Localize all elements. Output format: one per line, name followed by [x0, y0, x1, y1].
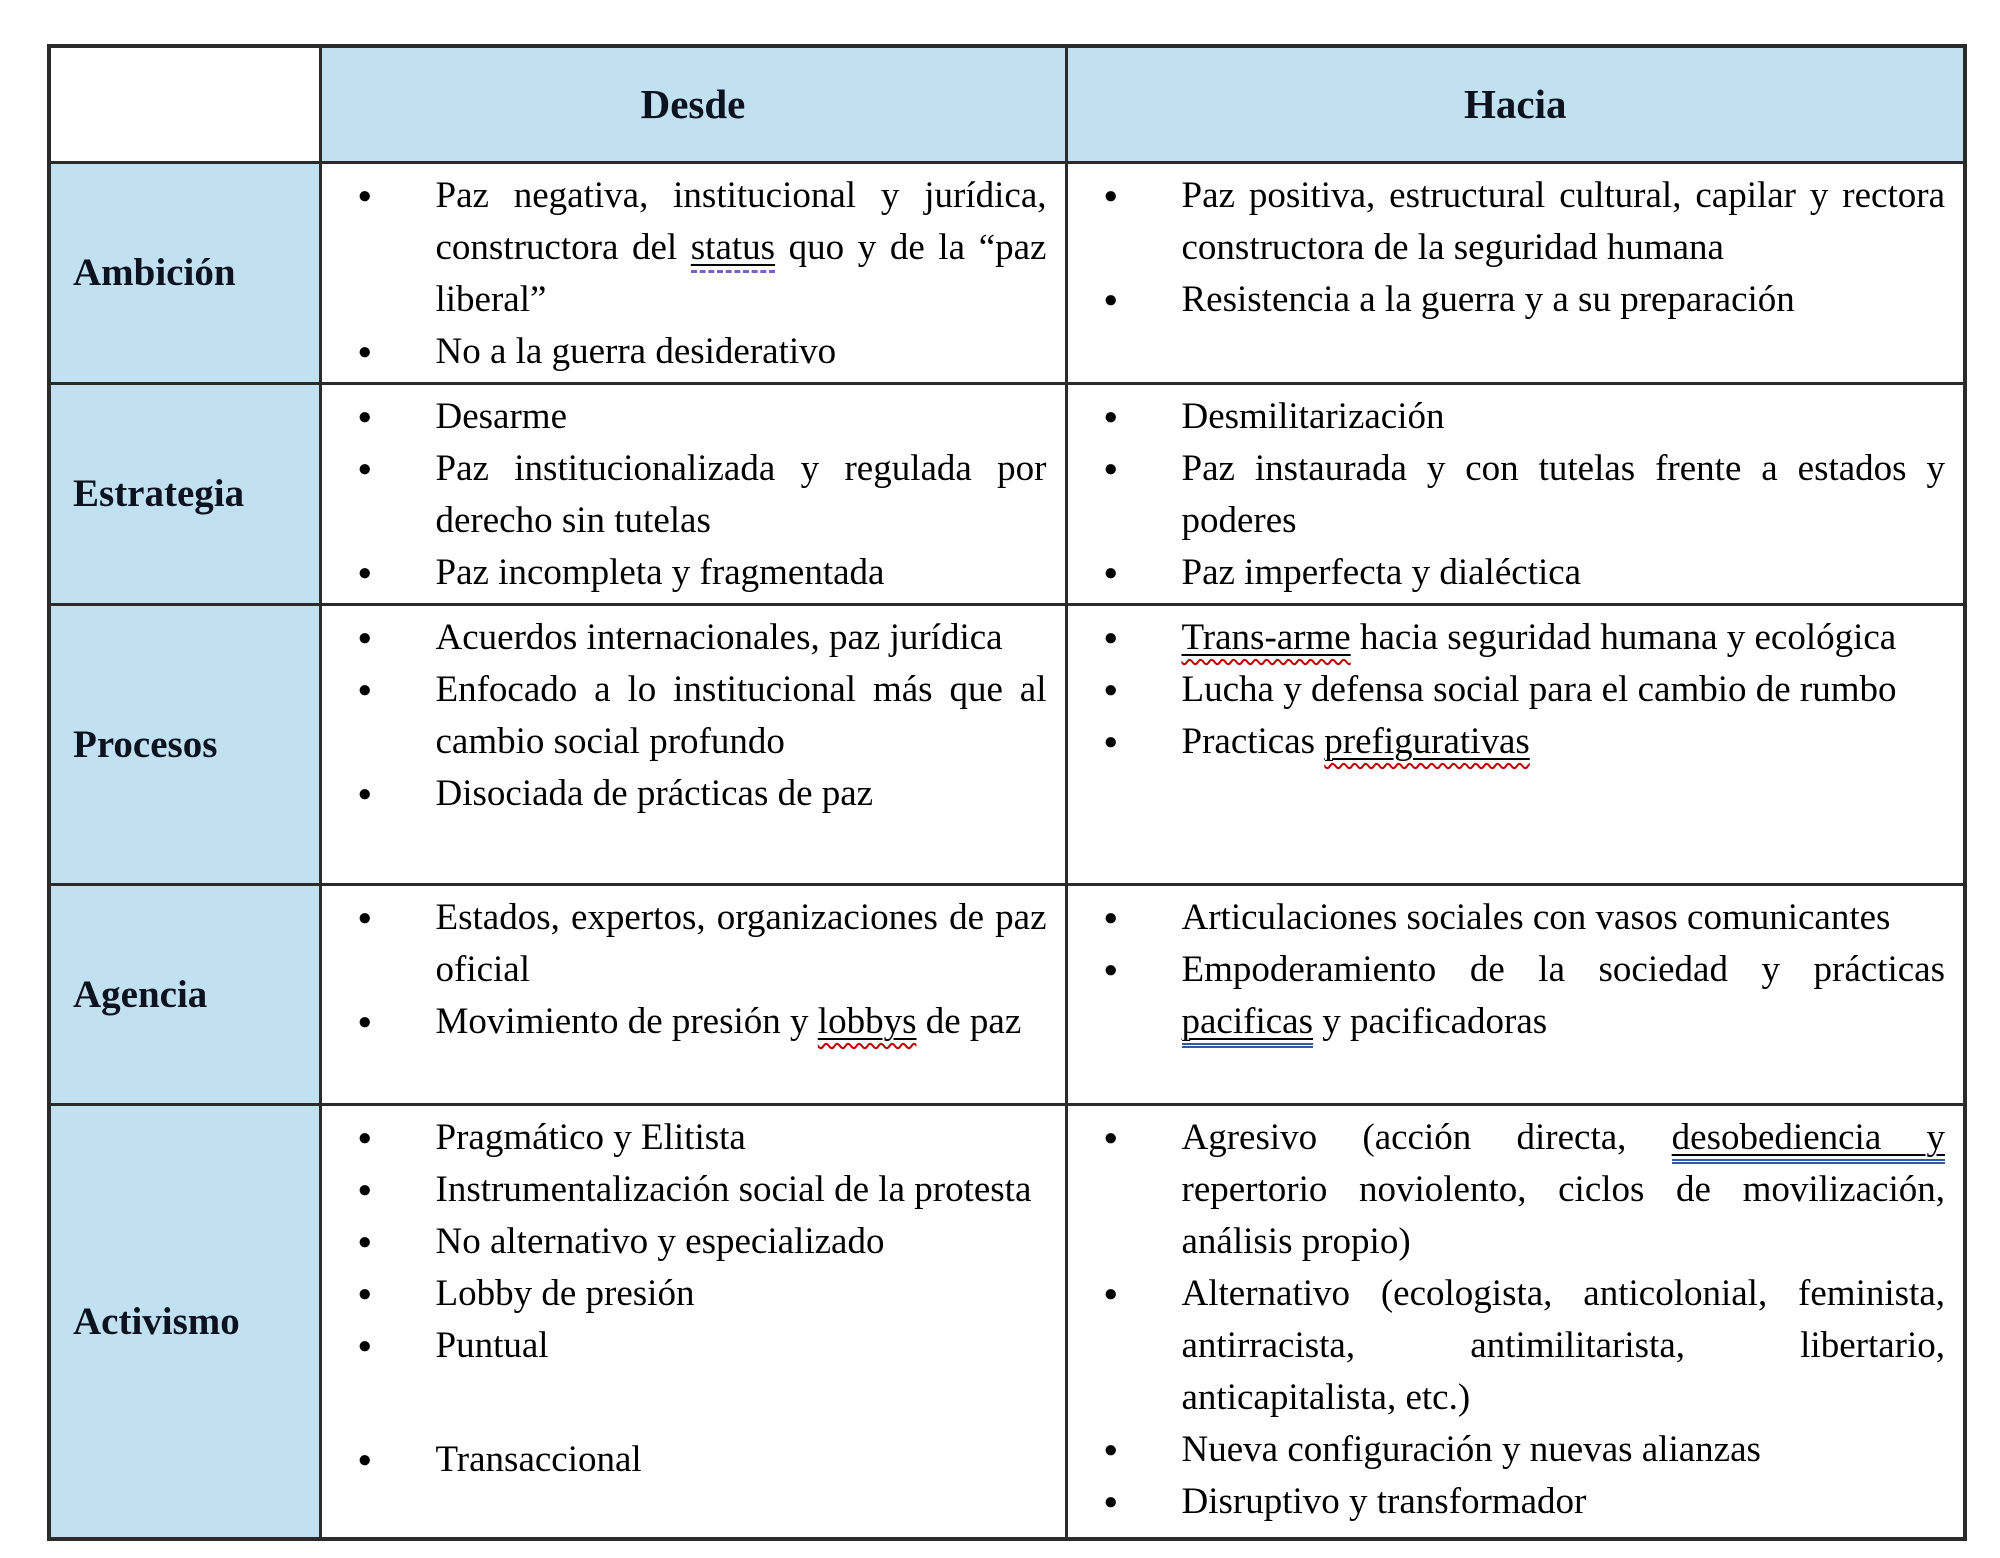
bullet-text: Lucha y defensa social para el cambio de rumbo [1181, 668, 1897, 710]
bullet-item [1068, 612, 1946, 664]
bullet-item [1068, 391, 1946, 443]
bullet-text: Movimiento de presión y lobbys de paz [435, 1000, 1022, 1042]
bullet-icon: ● [357, 182, 372, 209]
desde-cell [320, 604, 1066, 884]
bullet-icon: ● [357, 676, 372, 703]
bullet-text: Alternativo (ecologista, anticolonial, feminista, antirracista, antimilitarista, libertario, anticapitalista, etc.) [1181, 1272, 1945, 1418]
bullet-item [1068, 1268, 1946, 1424]
bullet-icon: ● [1103, 904, 1118, 931]
bullet-text: Paz negativa, institucional y jurídica, constructora del status quo y de la “paz liberal” [435, 174, 1047, 320]
bullet-icon: ● [357, 1280, 372, 1307]
bullet-icon: ● [1103, 1280, 1118, 1307]
bullet-icon: ● [1103, 728, 1118, 755]
row-label: Activismo [49, 1104, 320, 1539]
row-label: Ambición [49, 162, 320, 383]
bullet-text: Paz imperfecta y dialéctica [1181, 551, 1582, 593]
bullet-text: No a la guerra desiderativo [435, 330, 837, 372]
grammar-flag-text: status [691, 227, 775, 273]
spellcheck-flag-text: prefigurativas [1324, 720, 1530, 762]
desde-cell [320, 1104, 1066, 1539]
table-row [49, 383, 1965, 604]
bullet-item [322, 1164, 1047, 1216]
bullet-icon: ● [357, 904, 372, 931]
bullet-text: Trans-arme hacia seguridad humana y ecológica [1181, 616, 1897, 658]
bullet-item [322, 768, 1047, 820]
bullet-item [1068, 892, 1946, 944]
bullet-item [1068, 716, 1946, 768]
bullet-item [322, 443, 1047, 547]
bullet-text: Practicas prefigurativas [1181, 720, 1530, 762]
bullet-icon: ● [357, 1332, 372, 1359]
bullet-icon: ● [357, 1228, 372, 1255]
bullet-icon: ● [1103, 403, 1118, 430]
bullet-icon: ● [357, 455, 372, 482]
bullet-text: Instrumentalización social de la protesta [435, 1168, 1032, 1210]
bullet-item [1068, 547, 1946, 599]
bullet-icon: ● [1103, 956, 1118, 983]
bullet-text: Enfocado a lo institucional más que al cambio social profundo [435, 668, 1047, 762]
bullet-item [322, 1216, 1047, 1268]
bullet-icon: ● [1103, 624, 1118, 651]
bullet-item [322, 612, 1047, 664]
bullet-text: Lobby de presión [435, 1272, 695, 1314]
blank-line [322, 1372, 1047, 1434]
bullet-text: Transaccional [435, 1438, 642, 1480]
table-row [49, 162, 1965, 383]
bullet-item [1068, 1476, 1946, 1528]
bullet-icon: ● [1103, 1488, 1118, 1515]
row-label: Procesos [49, 604, 320, 884]
comparison-table [47, 44, 1967, 1541]
row-label: Estrategia [49, 383, 320, 604]
hacia-cell [1066, 383, 1965, 604]
bullet-item [322, 547, 1047, 599]
bullet-icon: ● [1103, 1436, 1118, 1463]
bullet-text: Estados, expertos, organizaciones de paz oficial [435, 896, 1047, 990]
bullet-item [322, 326, 1047, 378]
bullet-item [322, 892, 1047, 996]
spellcheck-flag-text: Trans-arme [1181, 616, 1351, 658]
table-row [49, 1104, 1965, 1539]
row-label: Agencia [49, 884, 320, 1104]
bullet-item [1068, 274, 1946, 326]
desde-cell [320, 383, 1066, 604]
hacia-cell [1066, 162, 1965, 383]
bullet-icon: ● [1103, 286, 1118, 313]
bullet-text: Empoderamiento de la sociedad y prácticas pacificas y pacificadoras [1182, 944, 1946, 1048]
bullet-item [322, 170, 1047, 326]
bullet-item [322, 391, 1047, 443]
bullet-icon: ● [357, 1176, 372, 1203]
bullet-icon: ● [357, 559, 372, 586]
bullet-icon: ● [357, 1124, 372, 1151]
bullet-text: Disociada de prácticas de paz [435, 772, 874, 814]
bullet-icon: ● [1103, 676, 1118, 703]
hacia-cell [1066, 1104, 1965, 1539]
bullet-item [1068, 1424, 1946, 1476]
table-row [49, 884, 1965, 1104]
bullet-item [322, 1434, 1047, 1486]
bullet-item [1068, 1112, 1946, 1268]
table-body [49, 162, 1965, 1539]
bullet-icon: ● [1103, 455, 1118, 482]
bullet-item [1068, 664, 1946, 716]
desde-cell [320, 884, 1066, 1104]
spellcheck-flag-text: lobbys [817, 1000, 917, 1042]
corner-cell [49, 46, 320, 162]
bullet-text: Paz positiva, estructural cultural, capilar y rectora constructora de la seguridad humana [1181, 174, 1945, 268]
bullet-icon: ● [1103, 1124, 1118, 1151]
bullet-icon: ● [357, 338, 372, 365]
bullet-icon: ● [1103, 182, 1118, 209]
bullet-icon: ● [357, 780, 372, 807]
bullet-item [1068, 170, 1946, 274]
bullet-item [322, 1320, 1047, 1372]
bullet-icon: ● [357, 403, 372, 430]
bullet-text: No alternativo y especializado [435, 1220, 885, 1262]
desde-cell [320, 162, 1066, 383]
bullet-text: Desarme [435, 395, 567, 437]
bullet-item [322, 1268, 1047, 1320]
bullet-text: Nueva configuración y nuevas alianzas [1181, 1428, 1761, 1470]
bullet-text: Desmilitarización [1181, 395, 1445, 437]
bullet-icon: ● [357, 1446, 372, 1473]
bullet-text: Paz institucionalizada y regulada por derecho sin tutelas [435, 447, 1047, 541]
bullet-item [322, 664, 1047, 768]
hacia-cell [1066, 604, 1965, 884]
table-row [49, 604, 1965, 884]
bullet-text: Pragmático y Elitista [435, 1116, 746, 1158]
bullet-text: Resistencia a la guerra y a su preparación [1181, 278, 1795, 320]
bullet-text: Acuerdos internacionales, paz jurídica [435, 616, 1003, 658]
column-header-hacia: Hacia [1066, 46, 1965, 162]
bullet-item [1068, 944, 1946, 1048]
bullet-icon: ● [357, 624, 372, 651]
bullet-item [322, 1112, 1047, 1164]
bullet-text: Paz incompleta y fragmentada [435, 551, 885, 593]
bullet-text: Articulaciones sociales con vasos comunicantes [1181, 896, 1891, 938]
grammar-flag-text: desobediencia y [1672, 1117, 1945, 1164]
bullet-text: Paz instaurada y con tutelas frente a estados y poderes [1181, 447, 1945, 541]
bullet-icon: ● [357, 1008, 372, 1035]
bullet-item [1068, 443, 1946, 547]
column-header-desde: Desde [320, 46, 1066, 162]
bullet-item [322, 996, 1047, 1048]
bullet-icon: ● [1103, 559, 1118, 586]
grammar-flag-text: pacificas [1182, 1001, 1313, 1048]
hacia-cell [1066, 884, 1965, 1104]
bullet-text: Puntual [435, 1324, 549, 1366]
header-row [49, 46, 1965, 162]
bullet-text: Disruptivo y transformador [1181, 1480, 1587, 1522]
bullet-text: Agresivo (acción directa, desobediencia y repertorio noviolento, ciclos de movilización, análisis propio) [1181, 1116, 1945, 1262]
